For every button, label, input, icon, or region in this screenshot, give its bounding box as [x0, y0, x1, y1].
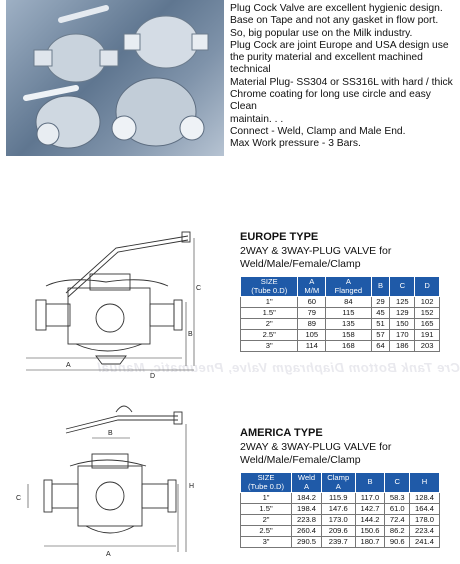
table-cell: 178.0 [410, 515, 440, 526]
table-row [241, 341, 440, 352]
intro-line: Plug Cock are joint Europe and USA design use [230, 39, 449, 51]
america-valve-drawing [6, 384, 216, 564]
watermark-text: Cre Tank Bottom Diaphragm Valve, Pneumatic, Manual [97, 360, 460, 375]
column-header-label: SIZE [260, 277, 278, 286]
column-header-label: H [421, 477, 428, 487]
column-header-label: D [424, 281, 430, 291]
table-cell: 184.2 [292, 493, 322, 504]
intro-line: So, big popular use on the Milk industry. [230, 27, 413, 39]
column-header-label: B [377, 281, 384, 291]
table-cell: 241.4 [410, 537, 440, 548]
dim-label-b: B [108, 430, 113, 437]
table-cell: 51 [371, 319, 390, 330]
table-row [241, 330, 440, 341]
table-cell: 89 [298, 319, 326, 330]
table-cell: 1" [241, 493, 292, 504]
table-cell: 129 [390, 308, 415, 319]
table-row [241, 515, 440, 526]
table-cell: 64 [371, 341, 390, 352]
column-header [390, 277, 415, 297]
europe-title: EUROPE TYPE [240, 231, 319, 243]
column-header [326, 277, 371, 297]
column-header-sublabel: Flanged [334, 285, 363, 295]
dim-label-h: H [189, 483, 195, 490]
table-cell: 191 [415, 330, 440, 341]
column-header [298, 277, 326, 297]
table-cell: 223.4 [410, 526, 440, 537]
column-header [371, 277, 390, 297]
table-cell: 58.3 [385, 493, 410, 504]
table-cell: 290.5 [292, 537, 322, 548]
table-row [241, 493, 440, 504]
table-cell: 260.4 [292, 526, 322, 537]
column-header-label: SIZE [257, 473, 275, 482]
table-cell: 115 [326, 308, 371, 319]
table-cell: 3" [241, 341, 298, 352]
table-row [241, 319, 440, 330]
table-cell: 144.2 [355, 515, 385, 526]
table-cell: 180.7 [355, 537, 385, 548]
table-cell: 114 [298, 341, 326, 352]
table-cell: 186 [390, 341, 415, 352]
europe-spec-table [240, 276, 440, 352]
europe-subtitle: 2WAY & 3WAY-PLUG VALVE for Weld/Male/Female/Clamp [240, 245, 392, 270]
table-cell: 84 [326, 297, 371, 308]
dim-label-c: C [196, 285, 202, 292]
table-cell: 102 [415, 297, 440, 308]
column-header-label: B [367, 477, 373, 487]
column-header [292, 473, 322, 493]
europe-valve-drawing [6, 178, 216, 378]
table-cell: 45 [371, 308, 390, 319]
table-cell: 198.4 [292, 504, 322, 515]
intro-line: Material Plug- SS304 or SS316L with hard / thick [230, 76, 453, 88]
table-cell: 152 [415, 308, 440, 319]
product-photo [6, 0, 224, 156]
table-cell: 135 [326, 319, 371, 330]
dim-label-a: A [106, 551, 111, 558]
america-subtitle: 2WAY & 3WAY-PLUG VALVE for Weld/Male/Female/Clamp [240, 441, 392, 466]
table-cell: 1" [241, 297, 298, 308]
table-cell: 223.8 [292, 515, 322, 526]
table-cell: 170 [390, 330, 415, 341]
dim-label-a: A [66, 362, 71, 369]
column-header [321, 473, 355, 493]
table-cell: 57 [371, 330, 390, 341]
america-title: AMERICA TYPE [240, 427, 323, 439]
table-cell: 150.6 [355, 526, 385, 537]
column-header [241, 473, 292, 493]
table-cell: 115.9 [321, 493, 355, 504]
intro-line: the purity material and excellent machined technical [230, 52, 423, 76]
table-row [241, 308, 440, 319]
america-spec-table [240, 472, 440, 548]
table-cell: 105 [298, 330, 326, 341]
intro-line: Base on Tape and not any gasket in flow port. [230, 15, 439, 27]
column-header-label: A [309, 277, 315, 286]
table-cell: 2" [241, 319, 298, 330]
table-cell: 2" [241, 515, 292, 526]
column-header-sublabel: M/M [304, 285, 320, 295]
column-header [355, 473, 385, 493]
table-cell: 128.4 [410, 493, 440, 504]
dim-label-d: D [150, 373, 156, 378]
intro-line: maintain. . . [230, 113, 284, 125]
dim-label-c: C [16, 495, 22, 502]
table-cell: 158 [326, 330, 371, 341]
table-cell: 60 [298, 297, 326, 308]
table-cell: 203 [415, 341, 440, 352]
table-cell: 29 [371, 297, 390, 308]
column-header-label: A [345, 277, 351, 286]
column-header-label: C [394, 477, 400, 487]
column-header-sublabel: A [303, 481, 310, 491]
column-header-sublabel: (Tube 0.D) [248, 481, 285, 491]
table-cell: 142.7 [355, 504, 385, 515]
column-header-label: Weld [297, 473, 316, 482]
intro-line: Max Work pressure - 3 Bars. [230, 138, 361, 150]
dim-label-b: B [188, 331, 193, 338]
table-cell: 164.4 [410, 504, 440, 515]
table-cell: 117.0 [355, 493, 385, 504]
table-header-row [241, 473, 440, 493]
column-header [415, 277, 440, 297]
table-cell: 86.2 [385, 526, 410, 537]
table-cell: 168 [326, 341, 371, 352]
table-cell: 239.7 [321, 537, 355, 548]
table-cell: 209.6 [321, 526, 355, 537]
column-header-label: C [399, 281, 406, 291]
table-row [241, 504, 440, 515]
table-cell: 125 [390, 297, 415, 308]
column-header-label: Clamp [327, 473, 350, 482]
table-cell: 147.6 [321, 504, 355, 515]
table-cell: 165 [415, 319, 440, 330]
column-header [410, 473, 440, 493]
intro-line: Connect - Weld, Clamp and Male End. [230, 125, 406, 137]
table-row [241, 297, 440, 308]
column-header-sublabel: (Tube 0.D) [251, 285, 288, 295]
intro-line: Plug Cock Valve are excellent hygienic design. [230, 3, 443, 14]
table-cell: 61.0 [385, 504, 410, 515]
table-row [241, 537, 440, 548]
table-cell: 150 [390, 319, 415, 330]
table-cell: 1.5" [241, 308, 298, 319]
table-cell: 72.4 [385, 515, 410, 526]
column-header-sublabel: A [335, 481, 341, 491]
table-cell: 173.0 [321, 515, 355, 526]
table-cell: 2.5" [241, 330, 298, 341]
intro-line: Chrome coating for long use circle and easy Clean [230, 89, 431, 113]
column-header [385, 473, 410, 493]
table-cell: 3" [241, 537, 292, 548]
table-cell: 1.5" [241, 504, 292, 515]
table-cell: 2.5" [241, 526, 292, 537]
table-cell: 79 [298, 308, 326, 319]
intro-text [230, 3, 456, 151]
column-header [241, 277, 298, 297]
table-header-row [241, 277, 440, 297]
table-cell: 90.6 [385, 537, 410, 548]
table-row [241, 526, 440, 537]
